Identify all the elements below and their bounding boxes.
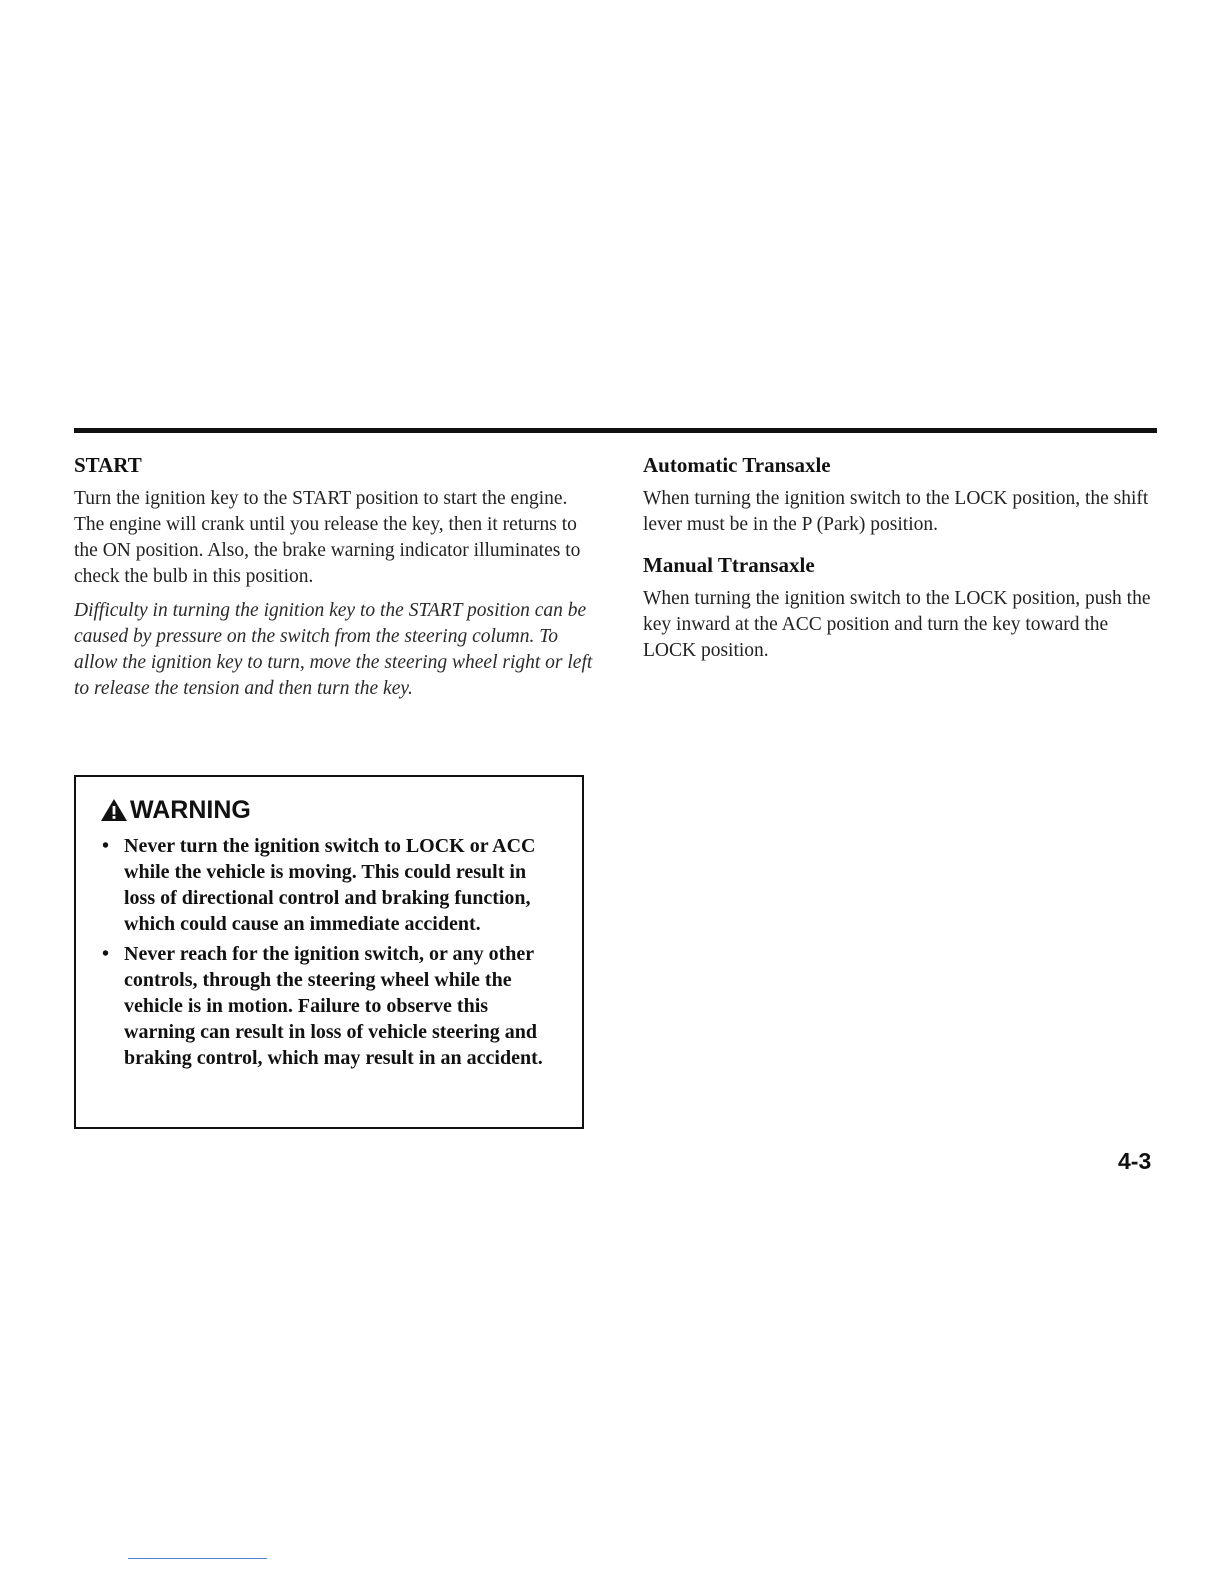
warning-box [74, 775, 584, 1129]
right-column [643, 452, 1163, 672]
manual-transaxle-heading: Manual Ttransaxle [643, 553, 815, 577]
manual-transaxle-paragraph: When turning the ignition switch to the LOCK position, push the key inward at the ACC position and turn the key toward the LOCK position. [643, 588, 1151, 661]
warning-item-text: Never turn the ignition switch to LOCK or ACC while the vehicle is moving. This could result in loss of directional control and braking function, which could cause an immediate accident. [124, 835, 536, 935]
start-italic-note: Difficulty in turning the ignition key to the START position can be caused by pressure on the switch from the steering column. To allow the ignition key to turn, move the steering wheel right or left to release the tension and then turn the key. [74, 600, 593, 699]
warning-item-text: Never reach for the ignition switch, or any other controls, through the steering wheel while the vehicle is in motion. Failure to observe this warning can result in loss of vehicle steering and braking control, which may result in an accident. [124, 943, 543, 1069]
footer-underline [128, 1558, 267, 1559]
bullet-icon: • [102, 835, 110, 857]
warning-list [100, 833, 558, 1071]
section-divider [74, 428, 1157, 433]
bullet-icon: • [102, 943, 110, 965]
warning-triangle-icon [100, 798, 128, 822]
automatic-transaxle-heading: Automatic Transaxle [643, 453, 831, 477]
warning-item [100, 833, 558, 937]
warning-item [100, 941, 558, 1071]
automatic-transaxle-paragraph: When turning the ignition switch to the LOCK position, the shift lever must be in the P (Park) position. [643, 488, 1149, 535]
warning-title-text: WARNING [130, 796, 251, 824]
start-paragraph: Turn the ignition key to the START position to start the engine. The engine will crank until you release the key, then it returns to the ON position. Also, the brake warning indicator illuminates to check the bulb in this position. [74, 488, 581, 587]
warning-title [100, 795, 558, 825]
page-number: 4-3 [1118, 1148, 1152, 1174]
left-column [74, 452, 594, 702]
start-heading: START [74, 453, 142, 477]
